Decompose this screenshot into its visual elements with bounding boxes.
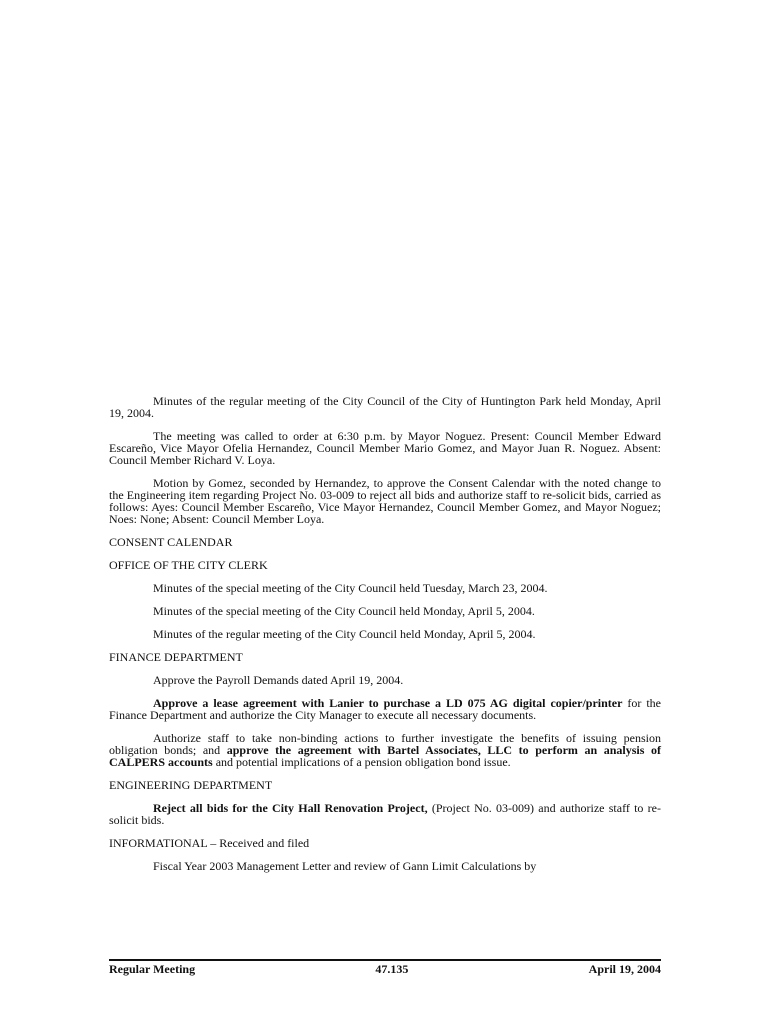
page-footer [109,959,661,977]
minutes-body [109,395,661,883]
pension-paragraph [109,732,661,768]
pension-rest-text: and potential implications of a pension obligation bond issue. [212,755,511,769]
footer-page-number: 47.135 [375,962,409,976]
call-to-order-paragraph: The meeting was called to order at 6:30 p.m. by Mayor Noguez. Present: Council Member Edward Escareño, Vice Mayor Ofelia Hernandez, Council Member Mario Gomez, and Mayor Juan R. Noguez. Absent: Council Member Richard V. Loya. [109,429,661,467]
lease-text: for the Finance Department and authorize the City Manager to execute all necessary documents. [109,696,661,722]
lease-bold-text: Approve a lease agreement with Lanier to purchase a LD 075 AG digital copier/printer [153,696,623,710]
bids-paragraph [109,802,661,826]
payroll-item: Approve the Payroll Demands dated April 19, 2004. [153,673,404,687]
consent-calendar-heading: CONSENT CALENDAR [109,535,233,549]
clerk-item-1: Minutes of the special meeting of the City Council held Tuesday, March 23, 2004. [153,581,548,595]
pension-intro-text: Authorize staff to take non-binding actions to further investigate the benefits of issuing pension obligation bonds; and [109,731,661,757]
informational-heading: INFORMATIONAL – Received and filed [109,836,310,850]
finance-heading: FINANCE DEPARTMENT [109,650,243,664]
bids-text: (Project No. 03-009) and authorize staff to re-solicit bids. [109,801,662,827]
city-clerk-heading: OFFICE OF THE CITY CLERK [109,558,268,572]
footer-date: April 19, 2004 [588,962,661,976]
engineering-heading: ENGINEERING DEPARTMENT [109,778,273,792]
lease-paragraph [109,697,661,721]
clerk-item-3: Minutes of the regular meeting of the City Council held Monday, April 5, 2004. [153,627,536,641]
footer-meeting-type: Regular Meeting [109,962,196,976]
clerk-item-2: Minutes of the special meeting of the City Council held Monday, April 5, 2004. [153,604,535,618]
bids-bold-text: Reject all bids for the City Hall Renovation Project, [153,801,428,815]
fiscal-paragraph: Fiscal Year 2003 Management Letter and review of Gann Limit Calculations by [153,859,537,873]
intro-paragraph: Minutes of the regular meeting of the City Council of the City of Huntington Park held Monday, April 19, 2004. [109,394,661,420]
motion-paragraph: Motion by Gomez, seconded by Hernandez, to approve the Consent Calendar with the noted change to the Engineering item regarding Project No. 03-009 to reject all bids and authorize staff to re-solicit bids, carried as follows: Ayes: Council Member Escareño, Vice Mayor Hernandez, Council Member Gomez, and Mayor Noguez; Noes: None; Absent: Council Member Loya. [109,476,661,526]
pension-bold-text: approve the agreement with Bartel Associates, LLC to perform an analysis of CALPERS accounts [109,743,661,769]
